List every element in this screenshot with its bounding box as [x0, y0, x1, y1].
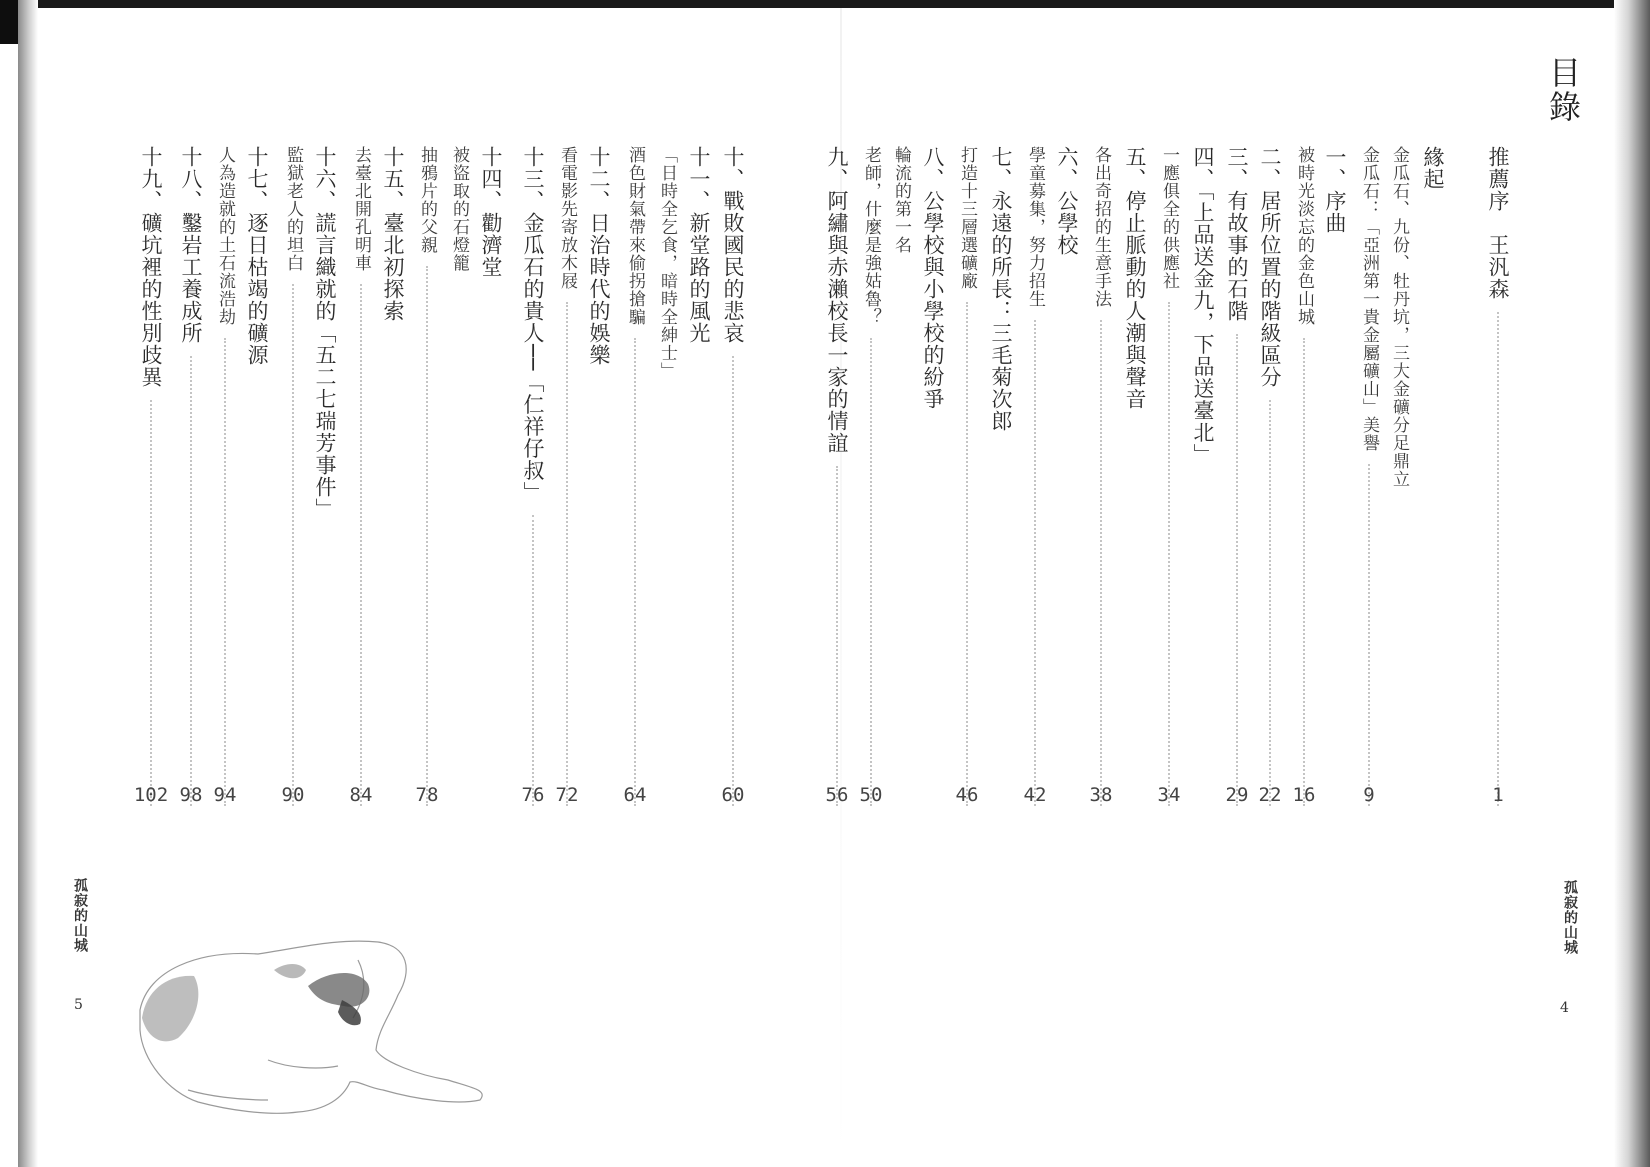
toc-entry-page: 38	[1089, 784, 1113, 806]
toc-entry-label: 被盜取的石燈籠	[449, 146, 469, 272]
page-number-left: 5	[74, 997, 83, 1013]
toc-entry[interactable]	[952, 146, 982, 806]
toc-entry[interactable]	[1020, 146, 1050, 806]
toc-entry[interactable]	[278, 146, 308, 806]
toc-entry-label: 十四、勸濟堂	[479, 146, 503, 278]
toc-entry-label: 推薦序 王汎森	[1486, 146, 1510, 300]
toc-entry-label: 一應俱全的供應社	[1159, 146, 1179, 290]
toc-entry[interactable]	[378, 146, 408, 806]
toc-entry-page: 46	[955, 784, 979, 806]
toc-entry-label: 十七、逐日枯竭的礦源	[245, 146, 269, 366]
dot-leader	[190, 356, 192, 806]
toc-entry-label: 各出奇招的生意手法	[1091, 146, 1111, 308]
toc-entry-label: 酒色財氣帶來偷拐搶騙	[625, 146, 645, 326]
toc-entry[interactable]	[856, 146, 886, 806]
toc-entry-page: 22	[1258, 784, 1282, 806]
toc-entry[interactable]	[1222, 146, 1252, 806]
running-head-right: 孤寂的山城	[1562, 880, 1578, 955]
toc-entry-label: 十、戰敗國民的悲哀	[721, 146, 745, 344]
dot-leader	[732, 356, 734, 806]
toc-entry[interactable]	[986, 146, 1016, 806]
toc-entry[interactable]	[476, 146, 506, 806]
toc-entry-label: 七、永遠的所長：三毛菊次郎	[989, 146, 1013, 432]
toc-entry-label: 人為造就的土石流浩劫	[215, 146, 235, 326]
toc-entry-label: 緣起	[1421, 146, 1445, 190]
scan-edge-top	[0, 0, 1650, 8]
dot-leader	[836, 466, 838, 806]
toc-entry-label: 九、阿繡與赤瀨校長一家的情誼	[825, 146, 849, 454]
toc-entry[interactable]	[822, 146, 852, 806]
toc-entry[interactable]	[242, 146, 272, 806]
toc-entry-label: 八、公學校與小學校的紛爭	[921, 146, 945, 410]
dot-leader	[1100, 320, 1102, 806]
toc-entry-label: 十八、鑿岩工養成所	[179, 146, 203, 344]
toc-entry[interactable]	[1052, 146, 1082, 806]
dot-leader	[224, 338, 226, 806]
toc-entry-label: 學童募集，努力招生	[1025, 146, 1045, 308]
toc-entry-label: 四、「上品送金九，下品送臺北」	[1191, 146, 1215, 466]
dot-leader	[1303, 338, 1305, 806]
toc-entry[interactable]	[1320, 146, 1350, 806]
toc-entry-label: 六、公學校	[1055, 146, 1079, 256]
toc-entry[interactable]	[1086, 146, 1116, 806]
dot-leader	[292, 284, 294, 806]
toc-entry-label: 十二、日治時代的娛樂	[587, 146, 611, 366]
dot-leader	[870, 338, 872, 806]
dot-leader	[1269, 400, 1271, 806]
dot-leader	[150, 400, 152, 806]
toc-entry-label: 三、有故事的石階	[1225, 146, 1249, 322]
toc-entry-label: 十九、礦坑裡的性別歧異	[139, 146, 163, 388]
toc-entry[interactable]	[1418, 146, 1448, 806]
toc-entry[interactable]	[1384, 146, 1414, 806]
toc-entry[interactable]	[1154, 146, 1184, 806]
toc-entry[interactable]	[718, 146, 748, 806]
toc-entry-page: 9	[1363, 784, 1375, 806]
dot-leader	[566, 302, 568, 806]
toc-entry-label: 二、居所位置的階級區分	[1258, 146, 1282, 388]
dot-leader	[1034, 320, 1036, 806]
toc-entry[interactable]	[552, 146, 582, 806]
page-number-right: 4	[1560, 1000, 1569, 1016]
toc-entry-label: 打造十三層選礦廠	[957, 146, 977, 290]
toc-entry-label: 輪流的第一名	[891, 146, 911, 254]
toc-entry[interactable]	[176, 146, 206, 806]
toc-entry-page: 94	[213, 784, 237, 806]
scan-edge-left	[18, 0, 38, 1167]
toc-entry-page: 78	[415, 784, 439, 806]
toc-entry[interactable]	[412, 146, 442, 806]
toc-entry[interactable]	[346, 146, 376, 806]
toc-entry-label: 老師，什麼是強姑魯？	[861, 146, 881, 326]
toc-entry-page: 1	[1492, 784, 1504, 806]
toc-title: 目錄	[1544, 56, 1582, 124]
toc-entry-page: 60	[721, 784, 745, 806]
toc-entry[interactable]	[886, 146, 916, 806]
toc-entry[interactable]	[210, 146, 240, 806]
dot-leader	[532, 515, 534, 806]
toc-entry-label: 看電影先寄放木屐	[557, 146, 577, 290]
toc-entry[interactable]	[918, 146, 948, 806]
dot-leader	[1168, 302, 1170, 806]
toc-entry[interactable]	[584, 146, 614, 806]
running-head-left: 孤寂的山城	[72, 878, 88, 953]
toc-entry-label: 去臺北開孔明車	[351, 146, 371, 272]
toc-entry[interactable]	[1354, 146, 1384, 806]
toc-entry-page: 98	[179, 784, 203, 806]
dot-leader	[1236, 334, 1238, 806]
toc-entry[interactable]	[684, 146, 714, 806]
toc-entry-label: 抽鴉片的父親	[417, 146, 437, 254]
toc-entry-page: 84	[349, 784, 373, 806]
toc-entry-label: 十三、金瓜石的貴人──「仁祥仔叔」	[521, 146, 545, 504]
toc-entry-page: 72	[555, 784, 579, 806]
toc-entry-page: 76	[521, 784, 545, 806]
toc-entry-page: 56	[825, 784, 849, 806]
toc-entry-label: 十六、謊言織就的「五二七瑞芳事件」	[313, 146, 337, 520]
toc-entry[interactable]	[652, 146, 682, 806]
dot-leader	[1368, 464, 1370, 806]
dot-leader	[1497, 312, 1499, 806]
dot-leader	[966, 302, 968, 806]
toc-entry-page: 64	[623, 784, 647, 806]
toc-entry-label: 「日時全乞食，暗時全紳士」	[657, 146, 677, 380]
toc-entry[interactable]	[1188, 146, 1218, 806]
toc-entry-page: 34	[1157, 784, 1181, 806]
dot-leader	[426, 266, 428, 806]
toc-entry[interactable]	[1483, 146, 1513, 806]
scan-edge-right	[1614, 0, 1650, 1167]
toc-entry[interactable]	[1255, 146, 1285, 806]
toc-entry-label: 金瓜石、九份、牡丹坑，三大金礦分足鼎立	[1389, 146, 1409, 488]
dot-leader	[634, 338, 636, 806]
toc-entry-page: 90	[281, 784, 305, 806]
toc-entry-page: 29	[1225, 784, 1249, 806]
toc-entry-label: 五、停止脈動的人潮與聲音	[1123, 146, 1147, 410]
toc-entry[interactable]	[620, 146, 650, 806]
toc-entry[interactable]	[133, 146, 169, 806]
toc-entry[interactable]	[444, 146, 474, 806]
toc-entry-label: 監獄老人的坦白	[283, 146, 303, 272]
toc-entry-label: 被時光淡忘的金色山城	[1294, 146, 1314, 326]
toc-entry-page: 50	[859, 784, 883, 806]
dot-leader	[360, 284, 362, 806]
toc-entry-label: 十一、新堂路的風光	[687, 146, 711, 344]
toc-entry-page: 16	[1292, 784, 1316, 806]
toc-entry[interactable]	[1120, 146, 1150, 806]
toc-entry[interactable]	[518, 146, 548, 806]
toc-entry[interactable]	[310, 146, 340, 806]
toc-entry-label: 十五、臺北初探索	[381, 146, 405, 322]
toc-entry-label: 一、序曲	[1323, 146, 1347, 234]
dog-illustration	[128, 940, 528, 1120]
toc-entry[interactable]	[1289, 146, 1319, 806]
toc-entry-page: 102	[133, 784, 169, 806]
toc-entry-page: 42	[1023, 784, 1047, 806]
toc-entry-label: 金瓜石：「亞洲第一貴金屬礦山」美譽	[1359, 146, 1379, 452]
